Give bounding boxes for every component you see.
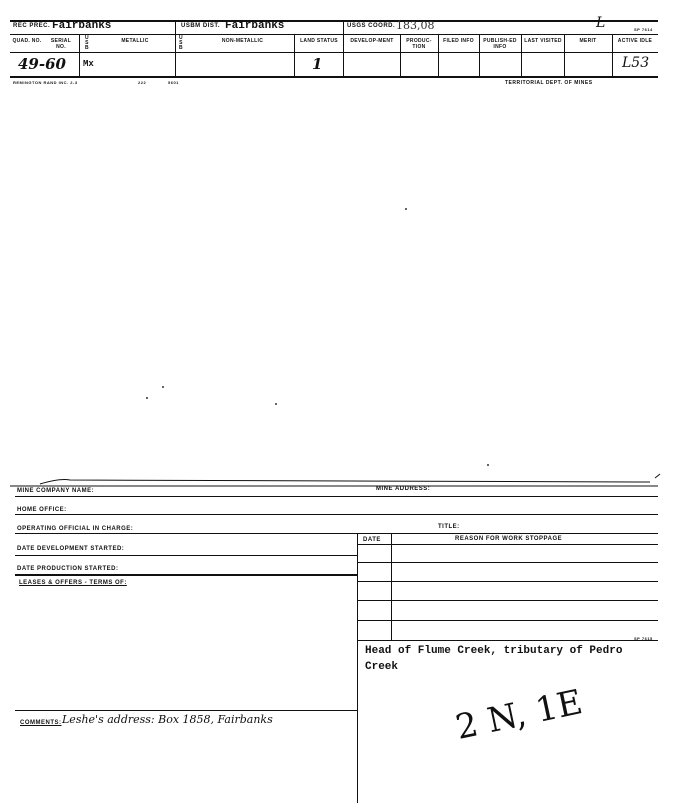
- rule: [521, 34, 522, 76]
- location-note: Head of Flume Creek, tributary of Pedro Creek: [365, 645, 623, 673]
- rule: [343, 34, 344, 76]
- col-metallic: METALLIC: [121, 38, 149, 44]
- usbm-dist-label: USBM DIST.: [181, 23, 221, 29]
- rule: [294, 34, 295, 76]
- rec-prec-value: Fairbanks: [52, 20, 112, 32]
- date-header: DATE: [363, 537, 381, 543]
- footer-code-1: 222: [138, 80, 147, 85]
- rule: [15, 574, 357, 576]
- rule: [10, 34, 658, 35]
- col-merit: MERIT: [579, 38, 597, 44]
- scan-speck: [162, 386, 164, 388]
- home-office-label: HOME OFFICE:: [17, 507, 67, 513]
- rule: [564, 34, 565, 76]
- footer-left: REMINGTON RAND INC. 2-3: [13, 80, 78, 85]
- col-active-idle: ACTIVE IDLE: [617, 38, 653, 44]
- comments-label: COMMENTS:: [20, 720, 62, 726]
- col-non-metallic: NON-METALLIC: [221, 38, 264, 44]
- rule: [15, 496, 658, 497]
- scan-speck: [275, 403, 277, 405]
- leases-offers-label: LEASES & OFFERS - TERMS OF:: [19, 580, 127, 586]
- date-production-label: DATE PRODUCTION STARTED:: [17, 566, 119, 572]
- mine-company-name-label: MINE COMPANY NAME:: [17, 488, 95, 494]
- usgs-coord-label: USGS COORD.: [347, 23, 396, 29]
- rule: [15, 533, 658, 534]
- land-status-value: 1: [312, 55, 323, 73]
- operating-official-label: OPERATING OFFICIAL IN CHARGE:: [17, 526, 134, 532]
- reason-header: REASON FOR WORK STOPPAGE: [455, 536, 563, 542]
- rule: [357, 640, 658, 641]
- rule: [343, 20, 344, 34]
- comments-value: Leshe's address: Box 1858, Fairbanks: [62, 713, 273, 726]
- usgs-coord-value: 183,08: [396, 19, 435, 32]
- rule: [10, 76, 658, 78]
- scan-speck: [405, 208, 407, 210]
- rule: [175, 20, 176, 34]
- rule: [391, 533, 392, 640]
- col-land-status: LAND STATUS: [300, 38, 338, 44]
- col-last-visited: LAST VISITED: [524, 38, 562, 44]
- rule: [79, 34, 80, 76]
- rule: [612, 34, 613, 76]
- col-development: DEVELOP-MENT: [350, 38, 394, 44]
- bottom-form-number: SP 7615: [634, 636, 653, 641]
- handwritten-note: 2 N, 1E: [452, 682, 586, 748]
- active-idle-value: L53: [622, 55, 650, 71]
- rule: [10, 52, 658, 53]
- rule: [479, 34, 480, 76]
- footer-right: TERRITORIAL DEPT. OF MINES: [505, 80, 593, 86]
- col-filed-info: FILED INFO: [443, 38, 474, 44]
- date-development-label: DATE DEVELOPMENT STARTED:: [17, 546, 125, 552]
- scan-speck: [487, 464, 489, 466]
- col-quad-no: QUAD. NO.: [12, 38, 42, 44]
- form-number: SP 7614: [634, 27, 653, 32]
- rule: [15, 555, 357, 556]
- card-edge: [0, 468, 678, 488]
- col-serial-no: SERIAL NO.: [50, 38, 72, 50]
- rec-prec-label: REC PREC.: [13, 23, 51, 29]
- col-production: PRODUC-TION: [406, 38, 432, 50]
- rule: [357, 533, 358, 803]
- rule: [15, 710, 357, 711]
- corner-mark: L: [596, 15, 606, 31]
- quad-serial-value: 49-60: [18, 55, 66, 73]
- col-usb: U S B: [85, 35, 89, 51]
- scan-speck: [146, 397, 148, 399]
- rule: [357, 620, 658, 621]
- usbm-dist-value: Fairbanks: [225, 20, 285, 32]
- footer-code-2: 5601: [168, 80, 179, 85]
- rule: [357, 544, 658, 545]
- rule: [400, 34, 401, 76]
- rule: [15, 514, 658, 515]
- col-published-info: PUBLISH-ED INFO: [483, 38, 517, 50]
- rule: [357, 562, 658, 563]
- rule: [357, 600, 658, 601]
- rule: [175, 34, 176, 76]
- title-label: TITLE:: [438, 524, 460, 530]
- rule: [357, 581, 658, 582]
- mine-address-label: MINE ADDRESS:: [376, 486, 431, 492]
- rule: [438, 34, 439, 76]
- col-usb-2: U S B: [179, 35, 183, 51]
- usb-value: Mx: [83, 59, 94, 69]
